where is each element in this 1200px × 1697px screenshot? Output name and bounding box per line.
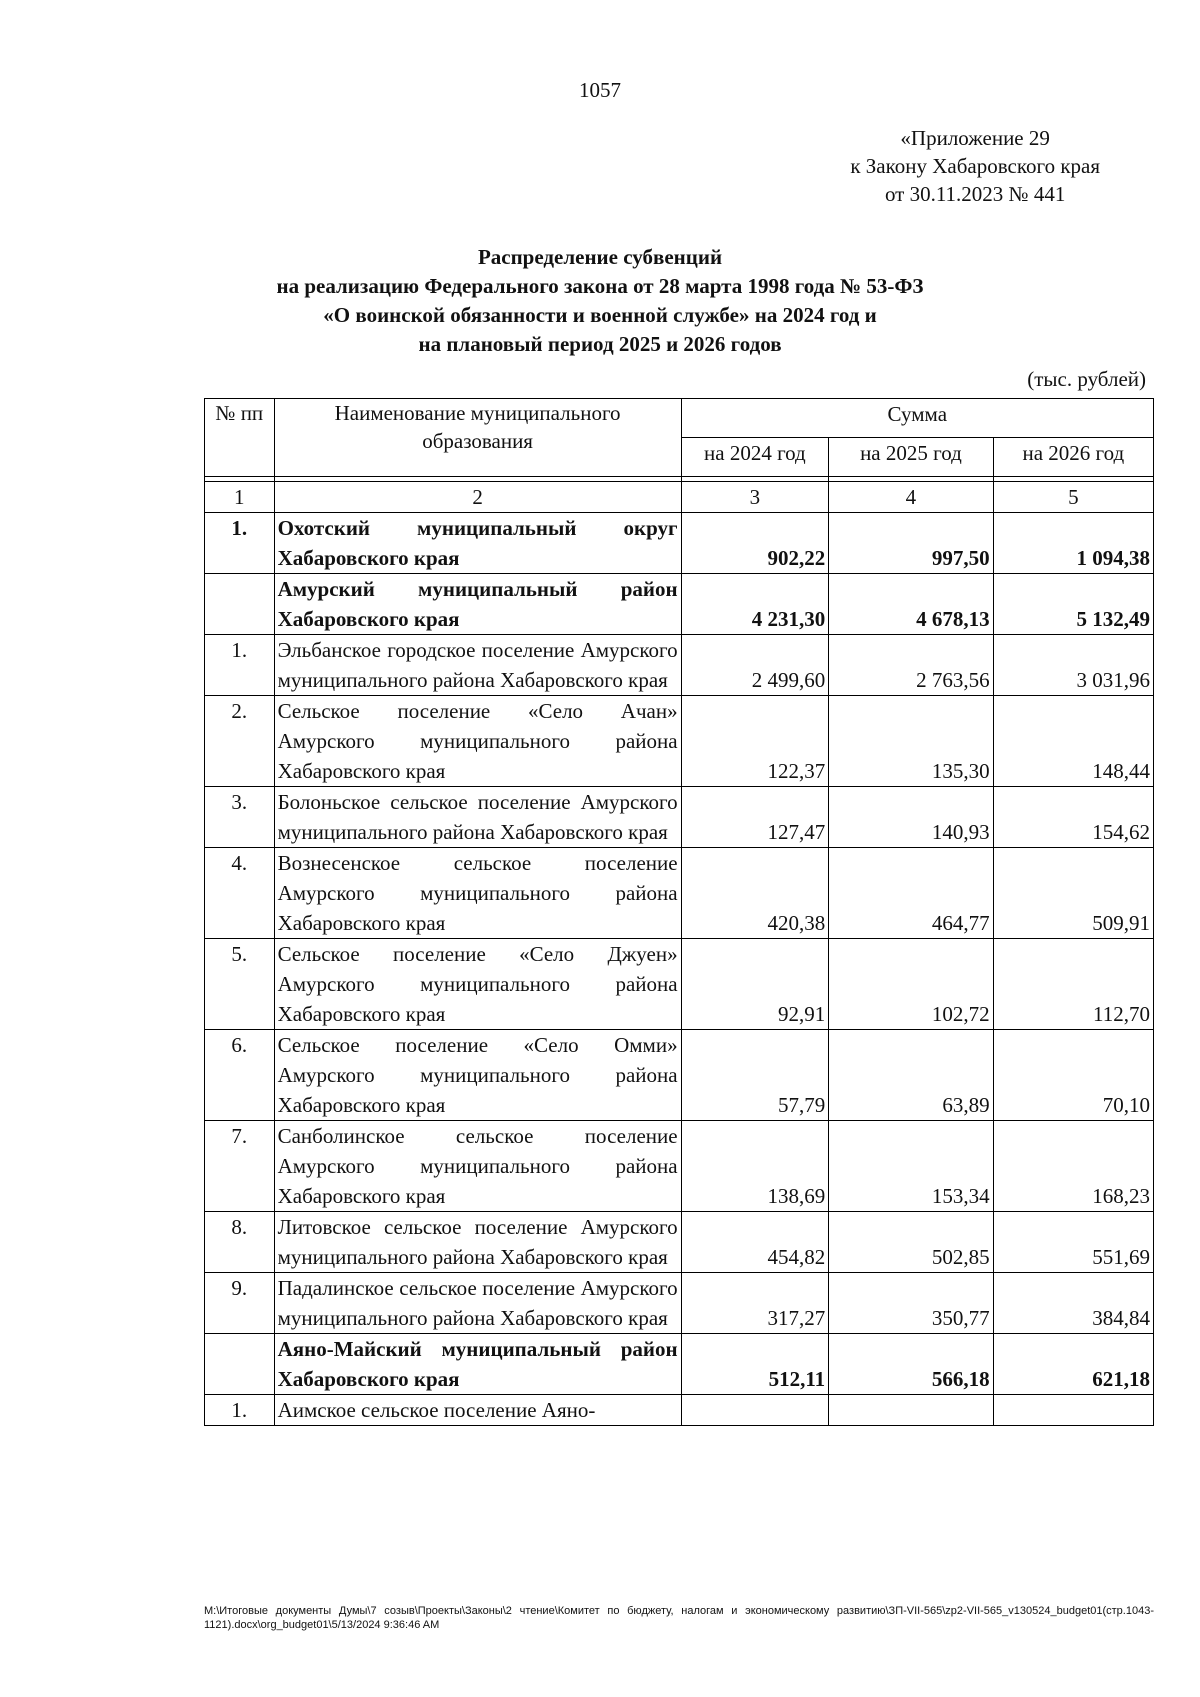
row-number: 1. — [205, 1395, 275, 1426]
municipality-name: Падалинское сельское поселение Амурского муниципального района Хабаровского края — [274, 1273, 681, 1334]
municipality-name: Сельское поселение «Село Омми» Амурского муниципального района Хабаровского края — [274, 1030, 681, 1121]
table-row — [205, 848, 1154, 939]
amount-2024: 2 499,60 — [681, 635, 829, 696]
column-index-row — [205, 482, 1154, 513]
table-row — [205, 1212, 1154, 1273]
amount-2026: 168,23 — [993, 1121, 1153, 1212]
column-index: 2 — [274, 482, 681, 513]
amount-2025: 4 678,13 — [829, 574, 993, 635]
table-row — [205, 1030, 1154, 1121]
municipality-name: Аимское сельское поселение Аяно- — [274, 1395, 681, 1426]
appendix-line-2: к Закону Хабаровского края — [850, 154, 1100, 178]
amount-2025: 63,89 — [829, 1030, 993, 1121]
amount-2025: 997,50 — [829, 513, 993, 574]
row-number: 3. — [205, 787, 275, 848]
file-path-footer: M:\Итоговые документы Думы\7 созыв\Проекты\Законы\2 чтение\Комитет по бюджету, налогам и экономическому развитию\ЗП-VII-565\zp2-VII-565_v130524_budget01(стр.1043-1121).docx\org_budget01\5/13/2024 9:36:46 AM — [204, 1605, 1154, 1631]
row-number — [205, 1334, 275, 1395]
table-row — [205, 574, 1154, 635]
table-row — [205, 635, 1154, 696]
municipality-name: Вознесенское сельское поселение Амурского муниципального района Хабаровского края — [274, 848, 681, 939]
amount-2025: 350,77 — [829, 1273, 993, 1334]
table-row — [205, 787, 1154, 848]
page-number: 1057 — [579, 78, 621, 102]
row-number: 7. — [205, 1121, 275, 1212]
table-row — [205, 1334, 1154, 1395]
amount-2026: 70,10 — [993, 1030, 1153, 1121]
row-number: 8. — [205, 1212, 275, 1273]
amount-2025: 566,18 — [829, 1334, 993, 1395]
header-sum: Сумма — [681, 399, 1153, 438]
header-num: № пп — [205, 399, 275, 477]
title-line-4: на плановый период 2025 и 2026 годов — [418, 332, 782, 356]
amount-2025: 464,77 — [829, 848, 993, 939]
amount-2024: 4 231,30 — [681, 574, 829, 635]
amount-2026: 551,69 — [993, 1212, 1153, 1273]
amount-2024: 902,22 — [681, 513, 829, 574]
municipality-name: Амурский муниципальный район Хабаровского края — [274, 574, 681, 635]
municipality-name: Литовское сельское поселение Амурского муниципального района Хабаровского края — [274, 1212, 681, 1273]
amount-2026: 5 132,49 — [993, 574, 1153, 635]
amount-2024: 122,37 — [681, 696, 829, 787]
amount-2024: 420,38 — [681, 848, 829, 939]
table-row — [205, 1273, 1154, 1334]
municipality-name: Аяно-Майский муниципальный район Хабаровского края — [274, 1334, 681, 1395]
header-2026: на 2026 год — [993, 438, 1153, 477]
title-line-2: на реализацию Федерального закона от 28 марта 1998 года № 53-ФЗ — [276, 274, 924, 298]
amount-2026 — [993, 1395, 1153, 1426]
municipality-name: Сельское поселение «Село Джуен» Амурского муниципального района Хабаровского края — [274, 939, 681, 1030]
table-row — [205, 939, 1154, 1030]
amount-2025: 135,30 — [829, 696, 993, 787]
amount-2025 — [829, 1395, 993, 1426]
amount-2024: 317,27 — [681, 1273, 829, 1334]
municipality-name: Эльбанское городское поселение Амурского муниципального района Хабаровского края — [274, 635, 681, 696]
title-line-1: Распределение субвенций — [477, 245, 723, 269]
subsidy-table — [204, 398, 1154, 1426]
table-row — [205, 1121, 1154, 1212]
table-row — [205, 513, 1154, 574]
row-number: 1. — [205, 635, 275, 696]
row-number: 6. — [205, 1030, 275, 1121]
header-row-1 — [205, 399, 1154, 438]
row-number: 9. — [205, 1273, 275, 1334]
row-number — [205, 574, 275, 635]
amount-2026: 148,44 — [993, 696, 1153, 787]
amount-2026: 621,18 — [993, 1334, 1153, 1395]
amount-2025: 140,93 — [829, 787, 993, 848]
header-name: Наименование муниципального образования — [274, 399, 681, 477]
amount-2026: 1 094,38 — [993, 513, 1153, 574]
column-index: 1 — [205, 482, 275, 513]
amount-2025: 2 763,56 — [829, 635, 993, 696]
header-2024: на 2024 год — [681, 438, 829, 477]
amount-2024 — [681, 1395, 829, 1426]
row-number: 1. — [205, 513, 275, 574]
municipality-name: Сельское поселение «Село Ачан» Амурского муниципального района Хабаровского края — [274, 696, 681, 787]
column-index: 5 — [993, 482, 1153, 513]
amount-2025: 502,85 — [829, 1212, 993, 1273]
table-row — [205, 696, 1154, 787]
amount-2024: 127,47 — [681, 787, 829, 848]
amount-2024: 57,79 — [681, 1030, 829, 1121]
municipality-name: Болоньское сельское поселение Амурского муниципального района Хабаровского края — [274, 787, 681, 848]
row-number: 2. — [205, 696, 275, 787]
municipality-name: Охотский муниципальный округ Хабаровского края — [274, 513, 681, 574]
unit-label: (тыс. рублей) — [1027, 367, 1146, 391]
amount-2026: 3 031,96 — [993, 635, 1153, 696]
appendix-line-3: от 30.11.2023 № 441 — [884, 182, 1066, 206]
amount-2026: 384,84 — [993, 1273, 1153, 1334]
amount-2025: 153,34 — [829, 1121, 993, 1212]
row-number: 4. — [205, 848, 275, 939]
amount-2024: 454,82 — [681, 1212, 829, 1273]
column-index: 3 — [681, 482, 829, 513]
amount-2025: 102,72 — [829, 939, 993, 1030]
amount-2024: 512,11 — [681, 1334, 829, 1395]
appendix-reference — [850, 124, 1100, 208]
amount-2026: 154,62 — [993, 787, 1153, 848]
municipality-name: Санболинское сельское поселение Амурского муниципального района Хабаровского края — [274, 1121, 681, 1212]
title-line-3: «О воинской обязанности и военной службе» на 2024 год и — [323, 303, 877, 327]
amount-2026: 509,91 — [993, 848, 1153, 939]
table-row — [205, 1395, 1154, 1426]
row-number: 5. — [205, 939, 275, 1030]
amount-2026: 112,70 — [993, 939, 1153, 1030]
column-index: 4 — [829, 482, 993, 513]
amount-2024: 138,69 — [681, 1121, 829, 1212]
amount-2024: 92,91 — [681, 939, 829, 1030]
header-2025: на 2025 год — [829, 438, 993, 477]
document-title — [0, 243, 1200, 359]
appendix-line-1: «Приложение 29 — [900, 126, 1050, 150]
